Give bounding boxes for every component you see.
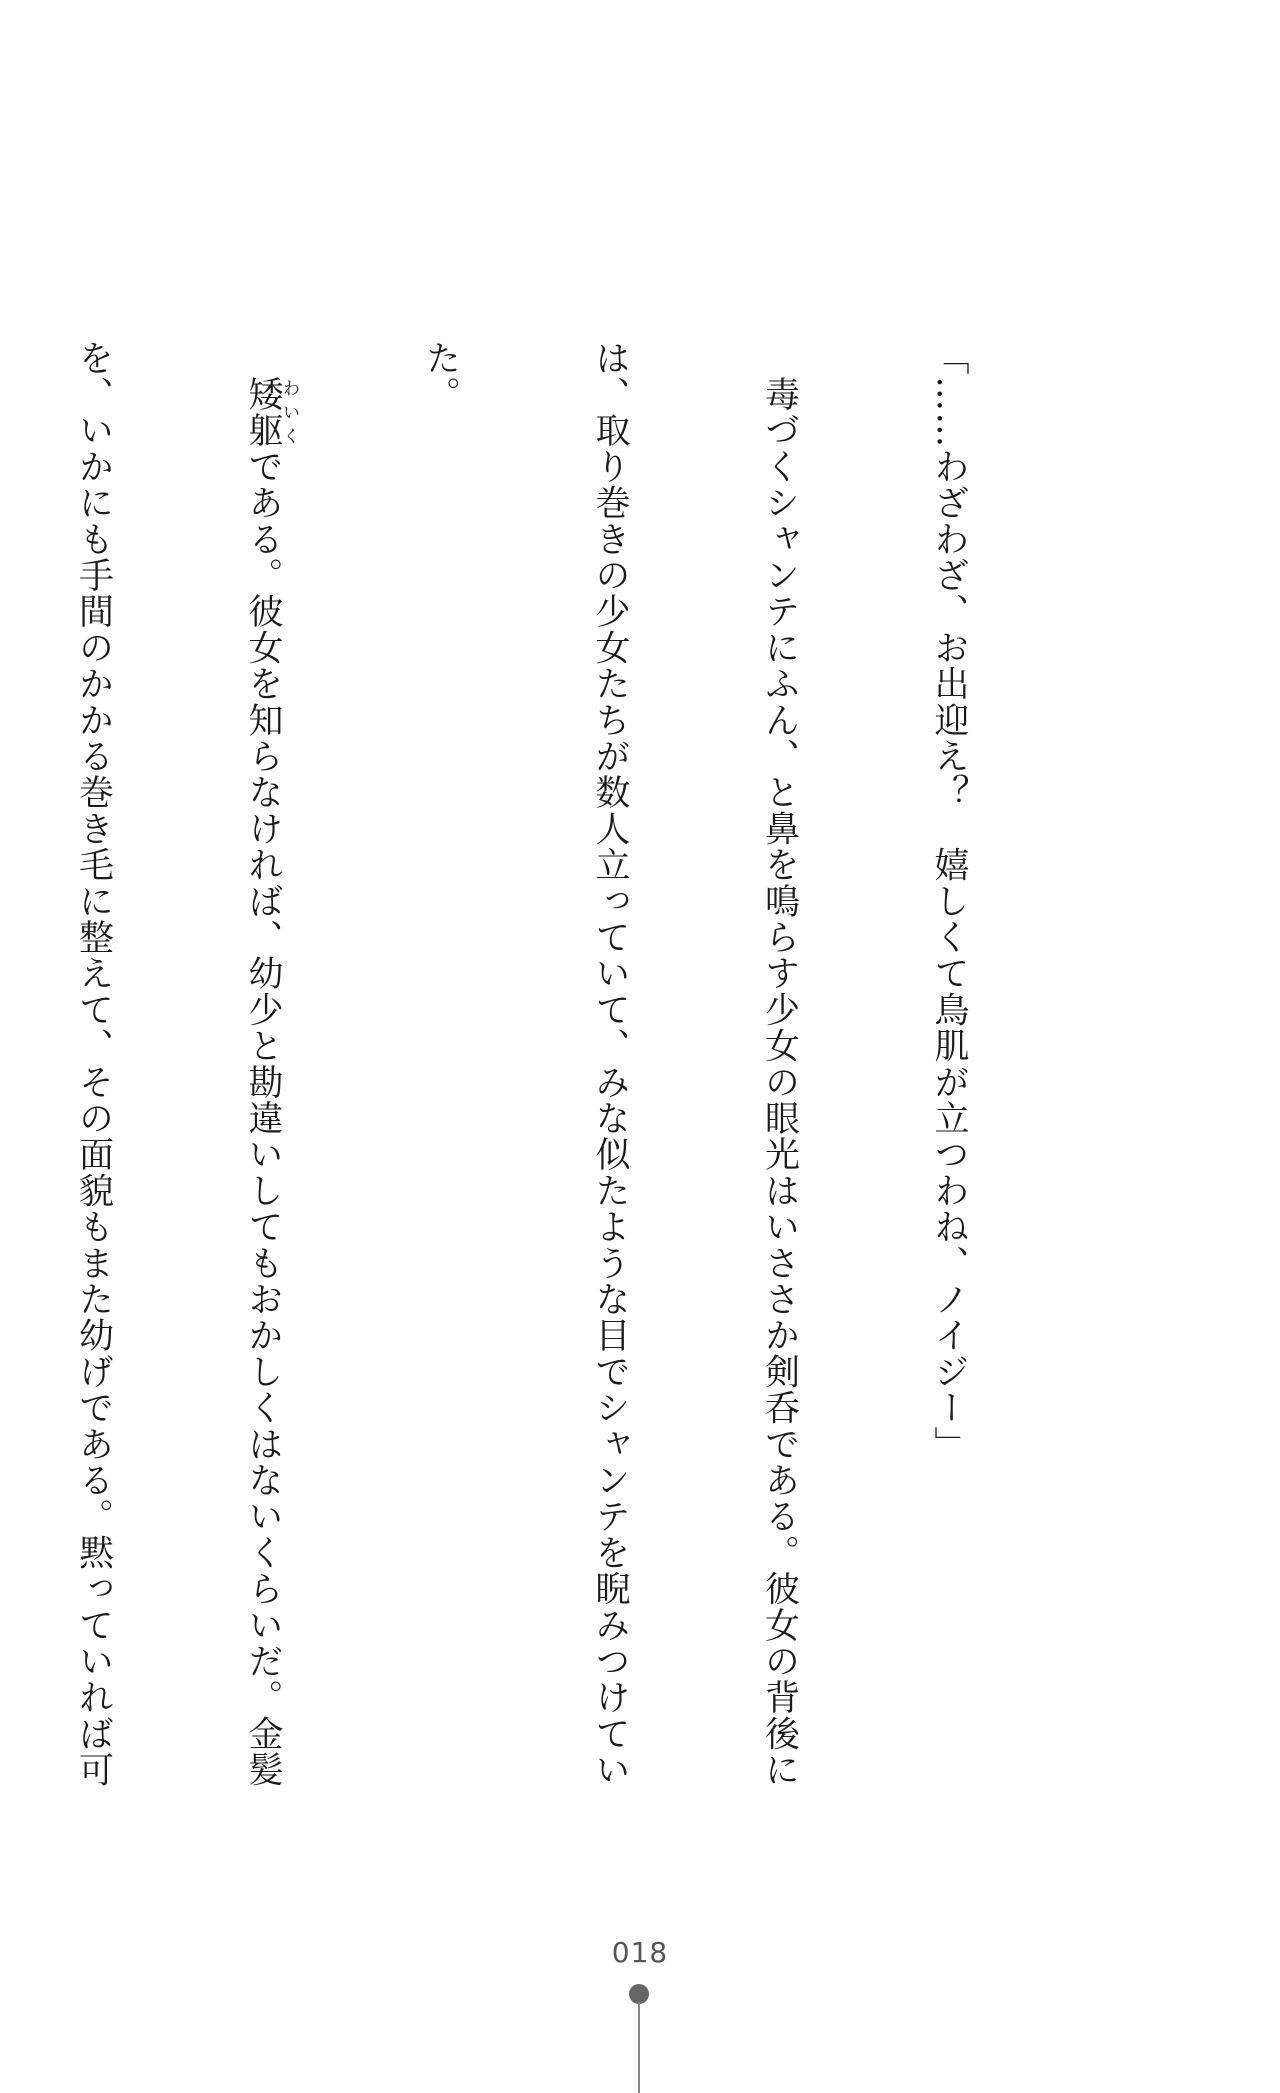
ruby-base: 矮躯: [243, 376, 283, 449]
ruby-line-rest: である。彼女を知らなければ、幼少と勘違いしてもおかしくはないくらいだ。金髪: [243, 448, 283, 1789]
folio-rule: [638, 2002, 640, 2093]
text-line-with-ruby: [235, 340, 300, 1789]
body-text: [73, 340, 1090, 1789]
ruby-annotation: [243, 376, 300, 449]
page-number: 018: [611, 1936, 669, 1969]
folio-dot: [629, 1984, 649, 2004]
text-line: は、取り巻きの少女たちが数人立っていて、みな似たような目でシャンテを睨みつけてい: [590, 340, 630, 1788]
text-line: を、いかにも手間のかかる巻き毛に整えて、その面貌もまた幼げである。黙っていれば可: [73, 340, 114, 1788]
text-line: 毒づくシャンテにふん、と鼻を鳴らす少女の眼光はいささか剣呑である。彼女の背後に: [759, 340, 800, 1788]
text-line: 「……わざわざ、お出迎え？ 嬉しくて鳥肌が立つわね、ノイジー」: [929, 340, 969, 1463]
text-line: た。: [420, 340, 461, 413]
ruby-reading: わいく: [280, 376, 300, 449]
